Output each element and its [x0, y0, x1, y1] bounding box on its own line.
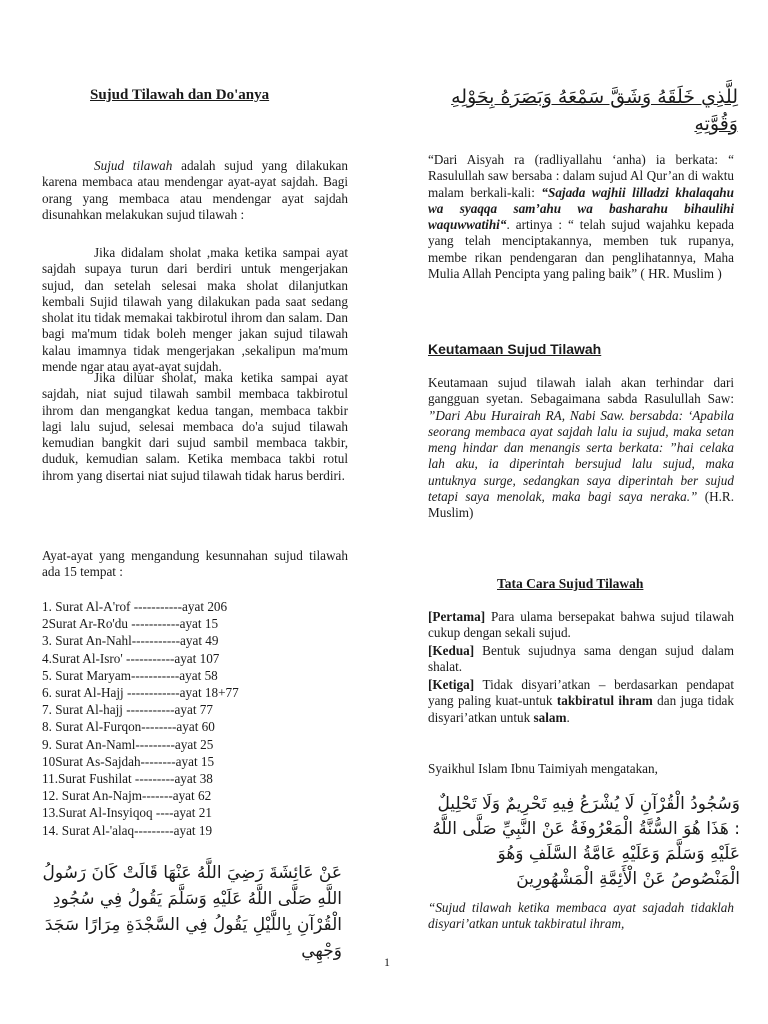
list-item: 5. Surat Maryam-----------ayat 58 — [42, 667, 218, 683]
ketiga-bold-1: takbiratul ihram — [556, 693, 653, 709]
list-item: 4.Surat Al-Isro' -----------ayat 107 — [42, 650, 220, 666]
intro-lead: Sujud tilawah — [94, 158, 173, 173]
list-item: 1. Surat Al-A'rof -----------ayat 206 — [42, 599, 228, 614]
hadith-meaning: . artinya : “ telah sujud wajahku kepada yang telah menciptakannya, memben tuk rupanya, membe rikan pendengaran dan penglihatannya, Maha Mulia Allah Pencipta yang paling baik” ( HR. Muslim ) — [428, 217, 734, 282]
intro-paragraph — [42, 158, 348, 223]
hadith-intro: “Dari Aisyah ra (radliyallahu ‘anha) ia berkata: “ Rasulullah saw bersaba : dalam sujud Al Qur’an di waktu malam berkali-kali: — [428, 152, 734, 200]
pertama-text: Para ulama bersepakat bahwa sujud tilawah cukup dengan sekali sujud. — [428, 609, 734, 641]
page-title: Sujud Tilawah dan Do'anya — [90, 87, 270, 103]
list-item: 12. Surat An-Najm-------ayat 62 — [42, 788, 212, 804]
intro-rest: adalah sujud yang dilakukan karena membaca atau mendengar ayat-ayat sajdah. Bagi orang yang membaca atau mendengar ayat sajdah disunahkan melakukan sujud tilawah : — [42, 158, 348, 222]
ketiga-paragraph — [428, 677, 734, 726]
hadith-paragraph — [428, 152, 734, 282]
ketiga-bold-2: salam — [533, 709, 567, 725]
keutamaan-source: (H.R. Muslim) — [428, 489, 734, 521]
tata-cara-heading: Tata Cara Sujud Tilawah — [497, 576, 644, 591]
outside-prayer-paragraph: Jika diluar sholat, maka ketika sampai ayat sajdah, niat sujud tilawah sambil membaca takbirotul ihrom dan mengangkat kedua tangan, membaca takbir lagi lalu sujud, selesai membaca do'a sujud tilawah kemudian bangkit dari sujud sambil membaca takbir, duduk, kemudian salam. Ketika membaca takbi rotul ihrom yang disertai niat sujud tilawah tidak harus berdiri. — [42, 370, 348, 483]
kedua-label: [Kedua] — [428, 643, 475, 658]
kedua-text: Bentuk sujudnya sama dengan sujud dalam shalat. — [428, 643, 734, 675]
ketiga-text-1: Tidak disyari’atkan – berdasarkan pendapat yang paling kuat-untuk — [428, 677, 734, 709]
list-item: 13.Surat Al-Insyiqoq ----ayat 21 — [42, 805, 212, 821]
list-item: 2Surat Ar-Ro'du -----------ayat 15 — [42, 616, 219, 632]
surah-list — [42, 598, 239, 839]
inside-prayer-paragraph: Jika didalam sholat ,maka ketika sampai ayat sajdah supaya turun dari berdiri untuk mengerjakan sujud, dan setelah selesai maka sholat dilanjutkan kembali Sujid tilawah yang dilakukan pada saat sedang sholat itu tidak memakai takbirotul ihrom dan salam. Dan bagi ma'mum tidak boleh menger jakan sujud tilawah kalau imamnya tidak mengerjakan ,sekalipun ma'mum mende ngar atau ayat-ayat sujdah. — [42, 245, 348, 375]
list-item: 6. surat Al-Hajj ------------ayat 18+77 — [42, 685, 239, 701]
hadith-transliteration: “Sajada wajhii lilladzi khalaqahu wa syaqqa sam’ahu wa basharahu bihaulihi waquwwatihi“ — [428, 184, 734, 233]
keutamaan-paragraph — [428, 375, 734, 522]
arabic-quote: وَسُجُودُ الْقُرْآنِ لَا يُشْرَعُ فِيهِ تَحْرِيمٌ وَلَا تَحْلِيلٌ : هَذَا هُوَ السُّنَّةُ الْمَعْرُوفَةُ عَنْ النَّبِيِّ صَلَّى اللَّهُ عَلَيْهِ وَسَلَّمَ وَعَلَيْهِ عَامَّةُ السَّلَفِ وَهُوَ الْمَنْصُوصُ عَنْ الْأَئِمَّةِ الْمَشْهُورِينَ — [432, 794, 740, 889]
list-item: 11.Surat Fushilat ---------ayat 38 — [42, 771, 213, 787]
closing-quote: “Sujud tilawah ketika membaca ayat sajadah tidaklah disyari’atkan untuk takbiratul ihram, — [428, 900, 734, 932]
keutamaan-quote: ”Dari Abu Hurairah RA, Nabi Saw. bersabda: ‘Apabila seorang membaca ayat sajdah lalu ia sujud, maka setan meng hindar dan menangis serta berkata: ”hai celaka lah aku, ia diperintah bersujud lalu sujud, maka untuknya surge, sedangkan saya diperintah ber sujud tetapi saya menolak, maka bagi saya neraka.” — [428, 407, 734, 505]
ayat-intro-paragraph: Ayat-ayat yang mengandung kesunnahan sujud tilawah ada 15 tempat : — [42, 548, 348, 580]
pertama-label: [Pertama] — [428, 609, 486, 624]
list-item: 3. Surat An-Nahl-----------ayat 49 — [42, 633, 219, 649]
arabic-hadith: عَنْ عَائِشَةَ رَضِيَ اللَّهُ عَنْهَا قَالَتْ كَانَ رَسُولُ اللَّهِ صَلَّى اللَّهُ عَلَيْهِ وَسَلَّمَ يَقُولُ فِي سُجُودِ الْقُرْآنِ بِاللَّيْلِ يَقُولُ فِي السَّجْدَةِ مِرَارًا سَجَدَ وَجْهِي — [42, 863, 342, 961]
list-item: 10Surat As-Sajdah--------ayat 15 — [42, 753, 215, 769]
ketiga-label: [Ketiga] — [428, 677, 475, 692]
kedua-paragraph — [428, 643, 734, 676]
ketiga-text-3: . — [566, 709, 570, 725]
list-item: 9. Surat An-Naml---------ayat 25 — [42, 736, 214, 752]
list-item: 8. Surat Al-Furqon--------ayat 60 — [42, 719, 215, 735]
ketiga-text-2: dan juga tidak disyari’atkan untuk — [428, 693, 734, 725]
page-number: 1 — [384, 955, 390, 969]
pertama-paragraph — [428, 609, 734, 642]
syaikhul-line: Syaikhul Islam Ibnu Taimiyah mengatakan, — [428, 761, 658, 776]
list-item: 14. Surat Al-'alaq---------ayat 19 — [42, 822, 213, 838]
list-item: 7. Surat Al-hajj -----------ayat 77 — [42, 702, 213, 718]
keutamaan-plain: Keutamaan sujud tilawah ialah akan terhindar dari gangguan syetan. Sebagaimana sabda Rasulullah Saw: — [428, 375, 734, 407]
arabic-dua: لِلَّذِي خَلَقَهُ وَشَقَّ سَمْعَهُ وَبَصَرَهُ بِحَوْلِهِ وَقُوَّتِهِ — [451, 86, 738, 135]
keutamaan-heading: Keutamaan Sujud Tilawah — [428, 341, 602, 357]
